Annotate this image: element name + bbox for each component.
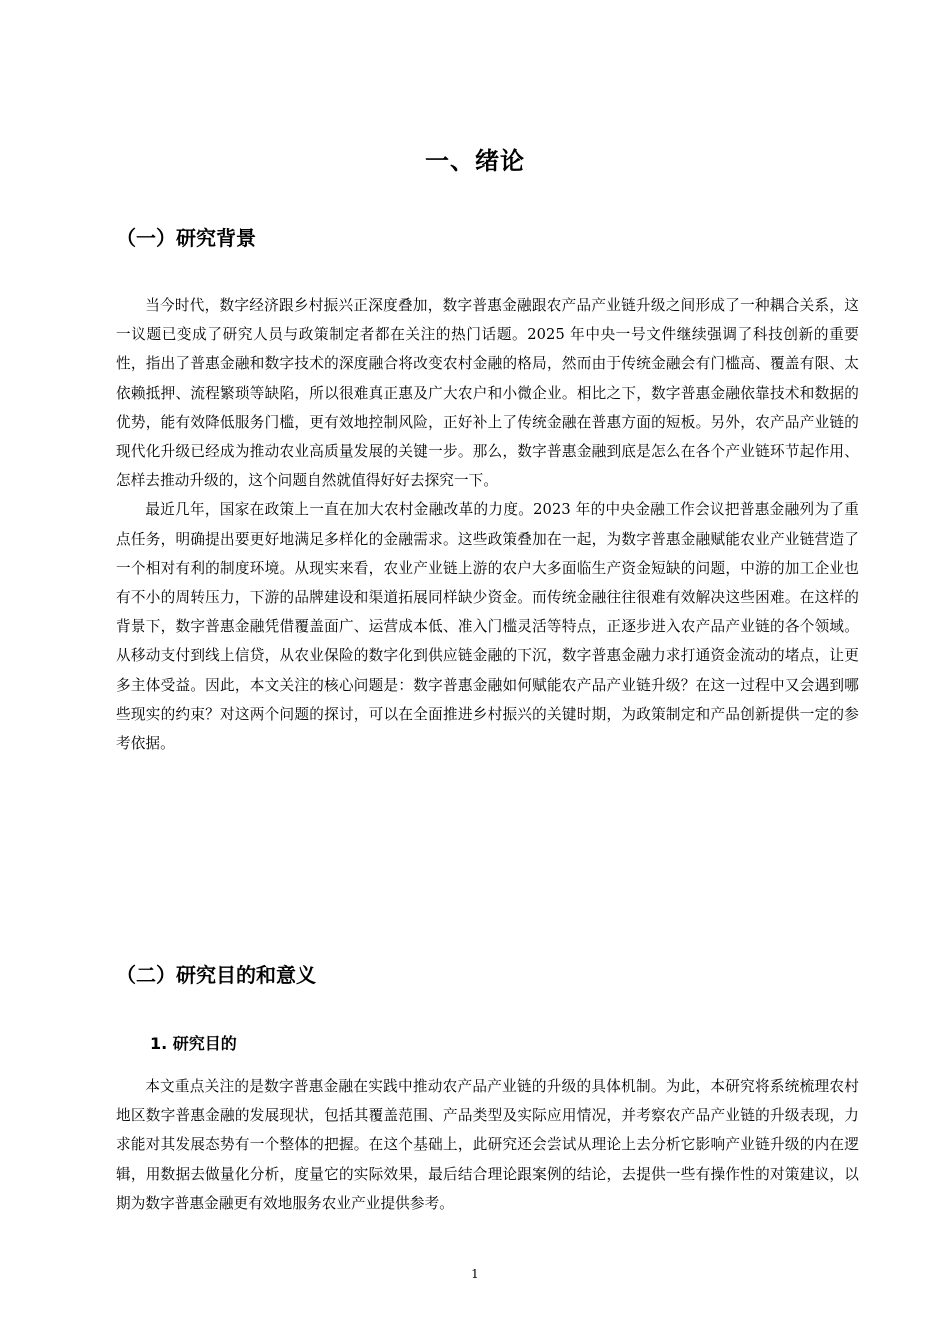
chapter-title: 一、绪论 bbox=[425, 147, 525, 175]
section-heading-research-background: （一）研究背景 bbox=[116, 226, 256, 250]
subsection-heading-research-purpose: 1. 研究目的 bbox=[150, 1034, 237, 1053]
page-number: 1 bbox=[471, 1267, 479, 1281]
research-purpose-body bbox=[116, 1072, 859, 1218]
section-heading-purpose-and-significance: （二）研究目的和意义 bbox=[116, 963, 316, 987]
research-background-body bbox=[116, 291, 859, 758]
paragraph: 当今时代，数字经济跟乡村振兴正深度叠加，数字普惠金融跟农产品产业链升级之间形成了一种耦合关系，这一议题已变成了研究人员与政策制定者都在关注的热门话题。2025 年中央一号文件继续强调了科技创新的重要性，指出了普惠金融和数字技术的深度融合将改变农村金融的格局，然而由于传统金融会有门槛高、覆盖有限、太依赖抵押、流程繁琐等缺陷，所以很难真正惠及广大农户和小微企业。相比之下，数字普惠金融依靠技术和数据的优势，能有效降低服务门槛，更有效地控制风险，正好补上了传统金融在普惠方面的短板。另外，农产品产业链的现代化升级已经成为推动农业高质量发展的关键一步。那么，数字普惠金融到底是怎么在各个产业链环节起作用、怎样去推动升级的，这个问题自然就值得好好去探究一下。 bbox=[116, 297, 859, 490]
paragraph: 本文重点关注的是数字普惠金融在实践中推动农产品产业链的升级的具体机制。为此，本研究将系统梳理农村地区数字普惠金融的发展现状，包括其覆盖范围、产品类型及实际应用情况，并考察农产品产业链的升级表现，力求能对其发展态势有一个整体的把握。在这个基础上，此研究还会尝试从理论上去分析它影响产业链升级的内在逻辑，用数据去做量化分析，度量它的实际效果，最后结合理论跟案例的结论，去提供一些有操作性的对策建议，以期为数字普惠金融更有效地服务农业产业提供参考。 bbox=[116, 1078, 859, 1212]
paragraph: 最近几年，国家在政策上一直在加大农村金融改革的力度。2023 年的中央金融工作会议把普惠金融列为了重点任务，明确提出要更好地满足多样化的金融需求。这些政策叠加在一起，为数字普惠金融赋能农业产业链营造了一个相对有利的制度环境。从现实来看，农业产业链上游的农户大多面临生产资金短缺的问题，中游的加工企业也有不小的周转压力，下游的品牌建设和渠道拓展同样缺少资金。而传统金融往往很难有效解决这些困难。在这样的背景下，数字普惠金融凭借覆盖面广、运营成本低、准入门槛灵活等特点，正逐步进入农产品产业链的各个领域。从移动支付到线上信贷，从农业保险的数字化到供应链金融的下沉，数字普惠金融力求打通资金流动的堵点，让更多主体受益。因此，本文关注的核心问题是：数字普惠金融如何赋能农产品产业链升级？在这一过程中又会遇到哪些现实的约束？对这两个问题的探讨，可以在全面推进乡村振兴的关键时期，为政策制定和产品创新提供一定的参考依据。 bbox=[116, 501, 859, 753]
